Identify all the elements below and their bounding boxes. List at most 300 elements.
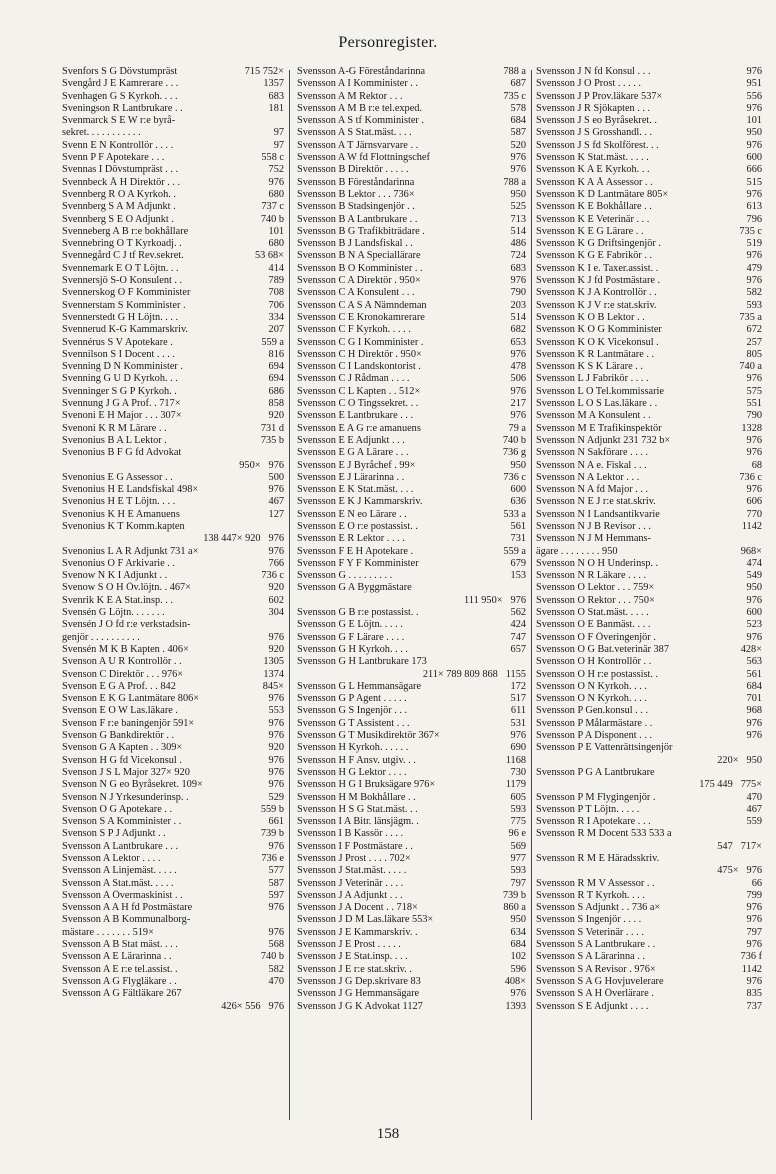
- entry-text: Svensson J E Prost . . . . .: [297, 939, 401, 951]
- entry-pages: 520: [510, 139, 526, 151]
- entry-text: Svensson J E r:e stat.skriv. .: [297, 963, 412, 975]
- entry-pages: 976: [746, 102, 762, 114]
- register-entry: [536, 324, 762, 336]
- register-entry: [297, 349, 526, 361]
- entry-pages: 790: [510, 287, 526, 299]
- entry-pages: 736 c: [503, 471, 526, 483]
- register-entry: [62, 521, 284, 533]
- register-entry: [536, 828, 762, 840]
- register-entry: [297, 201, 526, 213]
- entry-text: 211× 789 809 868: [422, 668, 498, 680]
- entry-text: Svensson N R Läkare . . . .: [536, 570, 647, 582]
- register-entry: [62, 730, 284, 742]
- entry-text: Svensson A I Komminister . .: [297, 78, 418, 90]
- entry-text: Svensson B Lektor . . . 736×: [297, 188, 415, 200]
- register-entry: [62, 472, 284, 484]
- page-number: 158: [376, 1126, 400, 1142]
- register-entry: [297, 103, 526, 115]
- entry-text: Svensson S A Lantbrukare . .: [536, 939, 656, 951]
- entry-text: Svensson J E Stat.insp. . . .: [297, 951, 408, 963]
- register-entry: [62, 902, 284, 914]
- register-entry: [536, 410, 762, 422]
- entry-pages: 976: [268, 717, 284, 729]
- entry-pages: 950: [510, 914, 526, 926]
- entry-text: Svensson R I Apotekare . . .: [536, 816, 651, 828]
- entry-pages: 414: [268, 262, 284, 274]
- register-entry: [62, 140, 284, 152]
- entry-pages: 181: [268, 102, 284, 114]
- entry-pages: 950: [746, 127, 762, 139]
- register-entry: [297, 582, 526, 594]
- entry-pages: 701: [746, 693, 762, 705]
- register-entry: [297, 730, 526, 742]
- entry-pages: 559: [746, 816, 762, 828]
- entry-pages: 976: [510, 348, 526, 360]
- register-entry: [297, 386, 526, 398]
- entry-pages: 976: [268, 926, 284, 938]
- register-entry: [62, 927, 284, 939]
- register-entry: [536, 693, 762, 705]
- entry-pages: 203: [510, 299, 526, 311]
- register-entry-continuation: [62, 533, 284, 545]
- entry-text: Svennberg S A M Adjunkt .: [62, 201, 176, 213]
- register-entry: [536, 939, 762, 951]
- register-entry: [536, 705, 762, 717]
- entry-pages: 533 a: [503, 508, 526, 520]
- entry-text: Svensson E J Lärarinna . .: [297, 471, 405, 483]
- entry-text: Svensson I B Kassör . . . .: [297, 828, 404, 840]
- entry-text: Svenonius H E T Löjtn. . . .: [62, 496, 176, 508]
- entry-pages: 562: [510, 607, 526, 619]
- register-entry: [62, 410, 284, 422]
- entry-pages: 172: [510, 680, 526, 692]
- entry-text: Svensson K G E Fabrikör . .: [536, 250, 653, 262]
- entry-text: Svensson A A H fd Postmästare: [62, 902, 193, 914]
- entry-text: Svensson N J M Hemmans-: [536, 533, 651, 545]
- entry-pages: 976: [268, 693, 284, 705]
- register-entry: [62, 742, 284, 754]
- register-entry: [62, 226, 284, 238]
- entry-text: Svenn P F Apotekare . . .: [62, 152, 165, 164]
- register-entry-continuation: [297, 669, 526, 681]
- entry-text: Svensson K S K Lärare . .: [536, 361, 643, 373]
- entry-text: Svenson C Direktör . . . 976×: [62, 668, 184, 680]
- entry-text: Svenson G A Kapten . . 309×: [62, 742, 183, 754]
- entry-text: Svensson J S fd Skolförest. . .: [536, 139, 659, 151]
- entry-text: Svensson S A G Hovjuvelerare: [536, 975, 664, 987]
- entry-pages: 428×: [740, 643, 762, 655]
- entry-text: Svensson C A S A Nämndeman: [297, 299, 427, 311]
- entry-text: Svenrik K E A Stat.insp. . .: [62, 594, 173, 606]
- entry-pages: 976: [746, 939, 762, 951]
- register-entry: [297, 509, 526, 521]
- register-entry: [62, 496, 284, 508]
- entry-text: Svensson I A Bitr. länsjägm. .: [297, 816, 419, 828]
- entry-pages: 1393: [505, 1000, 526, 1012]
- entry-text: Svenson E O W Las.läkare .: [62, 705, 179, 717]
- register-entry: [62, 705, 284, 717]
- register-entry: [536, 337, 762, 349]
- entry-text: Svensson K I e. Taxer.assist. .: [536, 262, 659, 274]
- register-entry: [297, 140, 526, 152]
- entry-pages: 672: [746, 324, 762, 336]
- entry-text: Svennebring O T Kyrkoadj. .: [62, 238, 182, 250]
- entry-text: Svensson A B Stat mäst. . . .: [62, 939, 178, 951]
- entry-pages: 587: [268, 877, 284, 889]
- register-entry: [62, 423, 284, 435]
- entry-pages: 561: [510, 520, 526, 532]
- register-entry: [62, 964, 284, 976]
- entry-pages: 951: [746, 78, 762, 90]
- entry-pages: 101: [268, 225, 284, 237]
- register-entry: [297, 177, 526, 189]
- register-entry: [62, 312, 284, 324]
- register-entry: [297, 361, 526, 373]
- entry-pages: 1328: [741, 422, 762, 434]
- entry-pages: 976: [268, 902, 284, 914]
- entry-pages: 467: [746, 803, 762, 815]
- entry-text: Svensson G . . . . . . . . .: [297, 570, 393, 582]
- register-entry: [297, 324, 526, 336]
- register-entry-continuation: [297, 595, 526, 607]
- entry-text: Svenonius H E Landsfiskal 498×: [62, 484, 199, 496]
- entry-text: Svenonius L A R Adjunkt 731 a×: [62, 545, 199, 557]
- register-entry: [297, 619, 526, 631]
- register-entry: [62, 951, 284, 963]
- entry-text: Svensson P A Disponent . . .: [536, 730, 653, 742]
- entry-pages: 976: [510, 275, 526, 287]
- entry-pages: 587: [510, 127, 526, 139]
- entry-text: Svensson P T Löjtn. . . . .: [536, 803, 640, 815]
- register-entry: [297, 484, 526, 496]
- entry-pages: 694: [268, 361, 284, 373]
- register-entry: [297, 533, 526, 545]
- register-entry: [536, 460, 762, 472]
- entry-pages: 976: [268, 779, 284, 791]
- entry-pages: 525: [510, 201, 526, 213]
- entry-text: Svensson G P Agent . . . . .: [297, 693, 407, 705]
- register-entry: [536, 140, 762, 152]
- register-entry: [297, 238, 526, 250]
- register-entry: [297, 521, 526, 533]
- entry-pages: 747: [510, 631, 526, 643]
- entry-pages: 1142: [741, 963, 762, 975]
- entry-pages: 684: [510, 115, 526, 127]
- register-entry: [536, 373, 762, 385]
- entry-text: Svenonius B F G fd Advokat: [62, 447, 182, 459]
- entry-pages: 682: [510, 324, 526, 336]
- register-entry: [62, 287, 284, 299]
- register-entry: [536, 386, 762, 398]
- register-entry: [297, 91, 526, 103]
- register-entry: [297, 558, 526, 570]
- entry-text: Svenfors S G Dövstumpräst: [62, 66, 178, 77]
- register-entry: [536, 238, 762, 250]
- entry-pages: 1179: [505, 779, 526, 791]
- entry-text: Svensson P M Flygingenjör .: [536, 791, 656, 803]
- entry-pages: 766: [268, 557, 284, 569]
- entry-pages: 523: [746, 619, 762, 631]
- register-entry: [62, 78, 284, 90]
- entry-pages: 976: [510, 730, 526, 742]
- entry-text: Svensson H F Ansv. utgiv. . .: [297, 754, 416, 766]
- entry-pages: 715 752×: [244, 66, 284, 77]
- register-entry: [62, 435, 284, 447]
- entry-text: Svenow S O H Öv.löjtn. . 467×: [62, 582, 191, 594]
- entry-text: Svensson C O Tingssekret. . .: [297, 398, 419, 410]
- register-entry: [62, 177, 284, 189]
- register-entry: [536, 447, 762, 459]
- entry-pages: 102: [510, 951, 526, 963]
- entry-text: Svenonius O F Arkivarie . .: [62, 557, 175, 569]
- entry-text: Svensson K E Veterinär . . .: [536, 213, 650, 225]
- entry-pages: 735 c: [739, 225, 762, 237]
- entry-pages: 690: [510, 742, 526, 754]
- entry-text: Svensson N E J r:e stat.skriv.: [536, 496, 656, 508]
- entry-text: Svennérus S V Apotekare .: [62, 336, 173, 348]
- entry-pages: 950: [746, 582, 762, 594]
- entry-pages: 470: [746, 791, 762, 803]
- register-entry: [536, 742, 762, 754]
- entry-pages: 976: [510, 164, 526, 176]
- register-entry: [536, 226, 762, 238]
- entry-text: Svensson J A Docent . . 718×: [297, 902, 418, 914]
- entry-pages: 683: [268, 90, 284, 102]
- entry-pages: 950: [510, 188, 526, 200]
- register-entry: [297, 472, 526, 484]
- entry-text: Svensson S A Lärarinna . .: [536, 951, 645, 963]
- register-entry: [536, 582, 762, 594]
- entry-text: Svensson C A Konsulent . . .: [297, 287, 415, 299]
- entry-text: Svennilson S I Docent . . . .: [62, 348, 175, 360]
- entry-text: Svensson S A Revisor . 976×: [536, 963, 656, 975]
- register-entry: [536, 263, 762, 275]
- entry-pages: 736 f: [740, 951, 762, 963]
- entry-pages: 529: [268, 791, 284, 803]
- register-entry: [62, 373, 284, 385]
- entry-text: Svensson K A Å Assessor . .: [536, 176, 653, 188]
- register-entry: [62, 361, 284, 373]
- entry-pages: 920: [268, 582, 284, 594]
- register-entry: [62, 939, 284, 951]
- entry-text: Svensson I F Postmästare . .: [297, 840, 413, 852]
- entry-text: Svensson A S Stat.mäst. . . .: [297, 127, 412, 139]
- register-entry: [536, 558, 762, 570]
- entry-pages: 752: [268, 164, 284, 176]
- entry-pages: 66: [751, 877, 762, 889]
- entry-pages: 1305: [263, 656, 284, 668]
- entry-text: Svensson S E Adjunkt . . . .: [536, 1000, 649, 1012]
- register-entry: [297, 398, 526, 410]
- entry-pages: 976: [746, 139, 762, 151]
- register-entry: [62, 681, 284, 693]
- register-entry: [62, 767, 284, 779]
- register-entry: [62, 656, 284, 668]
- register-entry: [62, 644, 284, 656]
- entry-text: Svensson N A e. Fiskal . . .: [536, 459, 647, 471]
- entry-pages: 976: [510, 410, 526, 422]
- entry-text: 426× 556: [221, 1000, 261, 1012]
- entry-text: Svensson G S Ingenjör . . .: [297, 705, 408, 717]
- entry-text: Svennerstedt G H Löjtn. . . .: [62, 311, 179, 323]
- register-entry-continuation: [536, 865, 762, 877]
- entry-text: Svensson O Stat.mäst. . . . .: [536, 607, 649, 619]
- register-entry: [297, 164, 526, 176]
- entry-text: Svensson C G I Komminister .: [297, 336, 424, 348]
- entry-text: Svenson F r:e baningenjör 591×: [62, 717, 195, 729]
- entry-text: 175 449: [699, 779, 733, 791]
- entry-pages: 731: [510, 533, 526, 545]
- register-entry: [536, 91, 762, 103]
- entry-text: Svensson A T Järnsvarvare . .: [297, 139, 419, 151]
- entry-pages: 334: [268, 311, 284, 323]
- entry-text: Svensson A Stat.mäst. . . . .: [62, 877, 174, 889]
- entry-text: Svenonius E G Assessor . .: [62, 471, 173, 483]
- entry-pages: 717×: [740, 840, 762, 852]
- register-entry: [62, 300, 284, 312]
- entry-text: Svensson J N fd Konsul . . .: [536, 66, 651, 77]
- entry-text: Svensson K O B Lektor . .: [536, 311, 645, 323]
- entry-text: Svensson A M B r:e tel.exped.: [297, 102, 422, 114]
- entry-text: Svensson A W fd Flottningschef: [297, 152, 430, 164]
- entry-pages: 97: [273, 139, 284, 151]
- register-entry: [297, 816, 526, 828]
- entry-pages: 739 b: [260, 828, 284, 840]
- entry-pages: 775: [510, 816, 526, 828]
- register-entry: [62, 484, 284, 496]
- entry-pages: 577: [268, 865, 284, 877]
- entry-text: Svensson C H Direktör . 950×: [297, 348, 422, 360]
- entry-text: Svensson S Ingenjör . . . .: [536, 914, 642, 926]
- entry-pages: 799: [746, 889, 762, 901]
- register-entry: [62, 878, 284, 890]
- entry-text: Svensson G H Lantbrukare 173: [297, 656, 427, 668]
- register-entry: [62, 693, 284, 705]
- entry-pages: 736 e: [261, 853, 284, 864]
- entry-pages: 549: [746, 570, 762, 582]
- entry-text: Svennerstam S Komminister .: [62, 299, 186, 311]
- entry-pages: 470: [268, 975, 284, 987]
- entry-pages: 563: [746, 656, 762, 668]
- register-entry: [297, 742, 526, 754]
- register-entry: [536, 595, 762, 607]
- entry-text: Svennemark E O T Löjtn. . .: [62, 262, 179, 274]
- entry-text: Svenhagen G S Kyrkoh. . . .: [62, 90, 178, 102]
- register-entry: [536, 976, 762, 988]
- entry-pages: 1155: [505, 668, 526, 680]
- register-entry: [297, 423, 526, 435]
- register-entry: [536, 656, 762, 668]
- entry-pages: 514: [510, 225, 526, 237]
- entry-pages: 976: [746, 188, 762, 200]
- entry-text: Svensson A S tf Komminister .: [297, 115, 425, 127]
- entry-pages: 816: [268, 348, 284, 360]
- entry-text: Svenson G Bankdirektör . .: [62, 730, 175, 742]
- register-entry: [62, 755, 284, 767]
- entry-text: ägare . . . . . . . . 950: [536, 545, 618, 557]
- register-entry: [62, 669, 284, 681]
- register-entry: [297, 226, 526, 238]
- register-entry: [297, 865, 526, 877]
- entry-pages: 976: [746, 975, 762, 987]
- entry-pages: 694: [268, 373, 284, 385]
- entry-pages: 739 b: [502, 889, 526, 901]
- entry-text: Svensson N A Lektor . . .: [536, 471, 640, 483]
- entry-pages: 737: [746, 1000, 762, 1012]
- register-entry: [536, 66, 762, 78]
- entry-pages: 558 c: [261, 152, 284, 164]
- entry-pages: 101: [746, 115, 762, 127]
- register-entry: [536, 423, 762, 435]
- entry-text: genjör . . . . . . . . . .: [62, 631, 140, 643]
- register-entry: [536, 607, 762, 619]
- entry-pages: 680: [268, 188, 284, 200]
- entry-text: Svennerskog O F Komminister: [62, 287, 191, 299]
- entry-text: Svensson A Linjemäst. . . . .: [62, 865, 177, 877]
- entry-pages: 976: [268, 176, 284, 188]
- entry-pages: 797: [510, 877, 526, 889]
- entry-text: Svensson O Rektor . . . 750×: [536, 594, 655, 606]
- entry-text: Svenoni K R M Lärare . .: [62, 422, 167, 434]
- entry-pages: 976: [510, 385, 526, 397]
- register-entry: [536, 669, 762, 681]
- register-entry: [297, 607, 526, 619]
- entry-pages: 920: [268, 742, 284, 754]
- entry-text: Svensson A Lektor . . . .: [62, 853, 161, 864]
- entry-text: Svensson A E r:e tel.assist. .: [62, 963, 178, 975]
- entry-text: Svenonius B A L Lektor .: [62, 434, 167, 446]
- register-entry: [536, 804, 762, 816]
- entry-pages: 976: [510, 152, 526, 164]
- entry-pages: 600: [510, 484, 526, 496]
- entry-text: Svensson G T Musikdirektör 367×: [297, 730, 440, 742]
- entry-text: Svensson J O Prost . . . . .: [536, 78, 641, 90]
- entry-text: 950×: [239, 459, 261, 471]
- entry-text: Svensson B G Trafikbiträdare .: [297, 225, 425, 237]
- register-entry: [536, 644, 762, 656]
- register-entry: [297, 656, 526, 668]
- entry-pages: 976: [510, 988, 526, 1000]
- entry-pages: 605: [510, 791, 526, 803]
- register-entry: [536, 201, 762, 213]
- entry-text: Svensson N J B Revisor . . .: [536, 520, 651, 532]
- register-entry: [297, 250, 526, 262]
- register-entry: [297, 127, 526, 139]
- register-entry: [62, 189, 284, 201]
- entry-text: Svenmarck S E W r:e byrå-: [62, 115, 176, 127]
- entry-pages: 478: [510, 361, 526, 373]
- entry-pages: 976: [746, 66, 762, 77]
- entry-text: Svensson A Övermaskinist . .: [62, 889, 183, 901]
- entry-text: Svensson K J A Kontrollör . .: [536, 287, 657, 299]
- register-entry: [536, 546, 762, 558]
- entry-text: Svenson N J Yrkesunderinsp. .: [62, 791, 189, 803]
- entry-text: Svensson A G Fältläkare 267: [62, 988, 182, 1000]
- entry-pages: 517: [510, 693, 526, 705]
- register-entry: [536, 496, 762, 508]
- entry-pages: 424: [510, 619, 526, 631]
- entry-text: mästare . . . . . . . 519×: [62, 926, 154, 938]
- entry-pages: 556: [746, 90, 762, 102]
- entry-text: Svennberg S E O Adjunkt .: [62, 213, 174, 225]
- register-entry: [536, 521, 762, 533]
- entry-text: Svensson N Adjunkt 231 732 b×: [536, 434, 671, 446]
- entry-text: Svensson R M Docent 533 533 a: [536, 828, 672, 840]
- register-entry: [297, 337, 526, 349]
- entry-pages: 805: [746, 348, 762, 360]
- register-entry: [297, 914, 526, 926]
- entry-pages: 600: [746, 607, 762, 619]
